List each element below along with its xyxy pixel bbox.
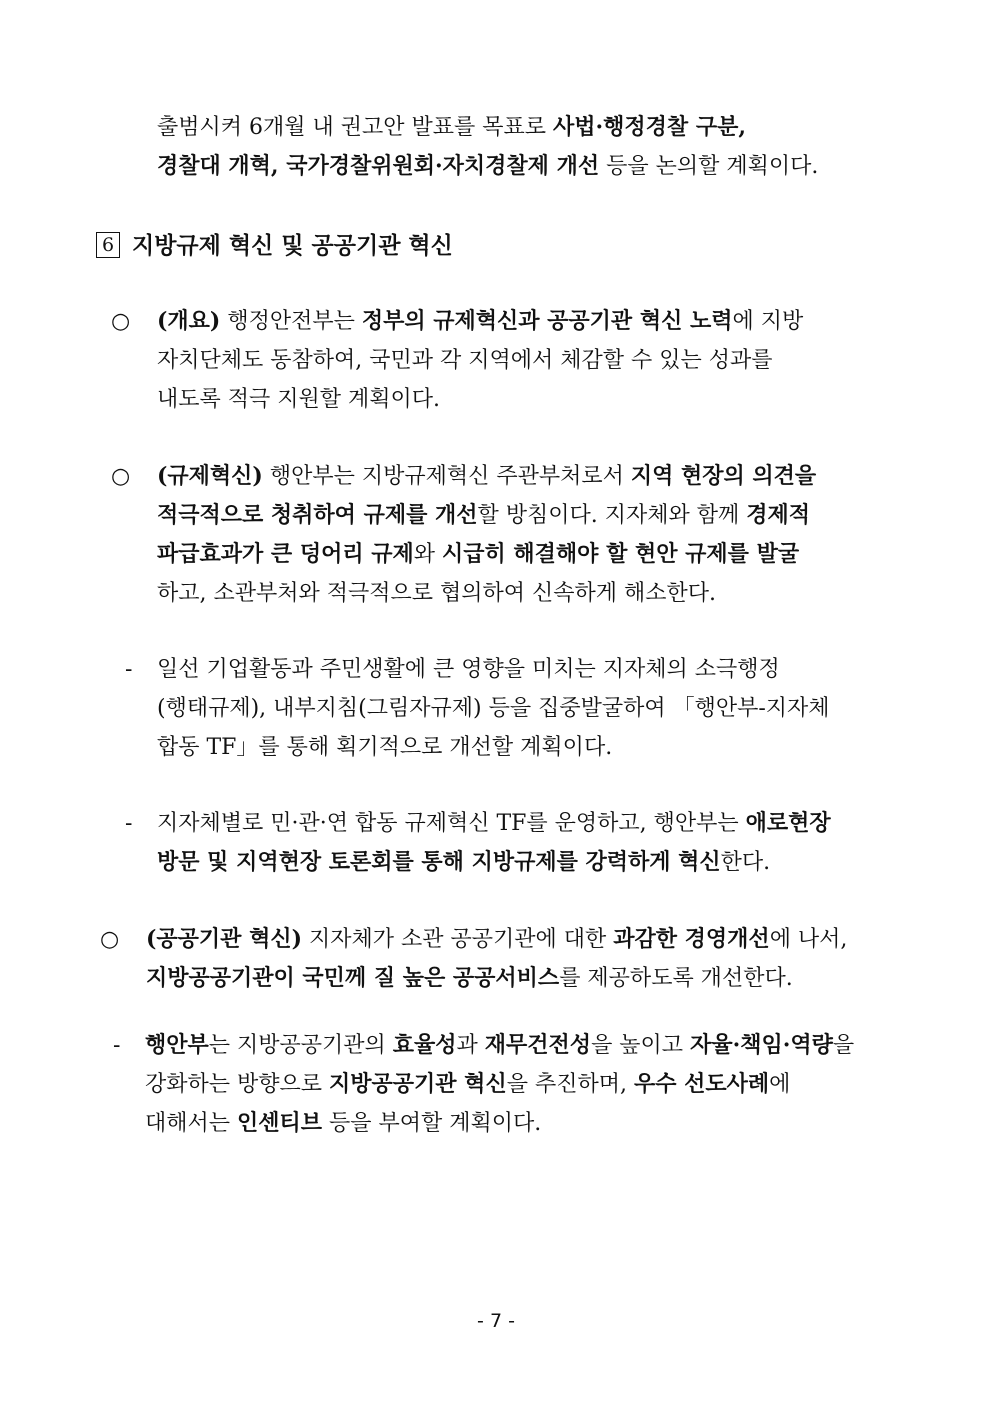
text-line bbox=[100, 959, 847, 998]
text-segment: 에 지방 bbox=[732, 309, 804, 334]
bold-text: 지역 현장의 의견을 bbox=[630, 463, 817, 489]
bold-text: 정부의 규제혁신과 공공기관 혁신 노력 bbox=[361, 308, 733, 334]
bold-text: (개요) bbox=[157, 308, 221, 334]
text-segment: (행태규제), 내부지침(그림자규제) 등을 집중발굴하여 「행안부-지자체 bbox=[157, 696, 830, 721]
bold-text: 적극적으로 청취하여 규제를 개선 bbox=[157, 502, 478, 528]
text-segment: 을 bbox=[832, 1033, 855, 1058]
text-segment: 자치단체도 동참하여, 국민과 각 지역에서 체감할 수 있는 성과를 bbox=[157, 348, 773, 373]
text-segment: 를 제공하도록 개선한다. bbox=[559, 966, 793, 991]
bullet-marker: ○ bbox=[111, 309, 131, 334]
subitem-passive-admin bbox=[125, 650, 830, 767]
dash-marker: - bbox=[113, 1033, 121, 1058]
text-segment: 출범시켜 6개월 내 권고안 발표를 목표로 bbox=[157, 115, 553, 140]
text-segment: 한다. bbox=[720, 850, 771, 875]
text-segment: 지자체가 소관 공공기관에 대한 bbox=[302, 927, 614, 952]
text-segment: 에 bbox=[769, 1072, 791, 1097]
bullet-public-institutions bbox=[100, 920, 847, 998]
bold-text: 지방공공기관이 국민께 질 높은 공공서비스 bbox=[146, 965, 560, 991]
bold-text: 우수 선도사례 bbox=[633, 1071, 770, 1097]
text-line bbox=[111, 341, 803, 380]
text-segment: 등을 부여할 계획이다. bbox=[322, 1111, 542, 1136]
text-segment: 는 지방공공기관의 bbox=[208, 1033, 393, 1058]
text-segment: 을 높이고 bbox=[591, 1033, 691, 1058]
text-line bbox=[125, 843, 831, 882]
text-line bbox=[100, 920, 847, 959]
bold-text: 재무건전성 bbox=[484, 1032, 592, 1058]
text-segment: 행안부는 지방규제혁신 주관부처로서 bbox=[262, 464, 631, 489]
text-line bbox=[157, 108, 818, 147]
section-number-box: 6 bbox=[96, 232, 120, 258]
bullet-overview bbox=[111, 302, 803, 419]
subitem-joint-tf bbox=[125, 804, 831, 882]
dash-marker: - bbox=[125, 811, 133, 836]
text-line bbox=[125, 728, 830, 767]
bold-text: 애로현장 bbox=[745, 810, 831, 836]
bold-text: (공공기관 혁신) bbox=[146, 926, 302, 952]
bold-text: 과감한 경영개선 bbox=[613, 926, 770, 952]
dash-marker: - bbox=[125, 657, 133, 682]
text-segment: 을 추진하며, bbox=[506, 1072, 634, 1097]
bold-text: 경찰대 개혁, 국가경찰위원회·자치경찰제 개선 bbox=[157, 153, 600, 179]
text-segment: 내도록 적극 지원할 계획이다. bbox=[157, 387, 440, 412]
bold-text: 인센티브 bbox=[237, 1110, 323, 1136]
text-segment: 과 bbox=[456, 1033, 485, 1058]
text-line bbox=[125, 650, 830, 689]
bold-text: 시급히 해결해야 할 현안 규제를 발굴 bbox=[442, 541, 800, 567]
text-segment: 할 방침이다. 지자체와 함께 bbox=[477, 503, 747, 528]
text-line bbox=[111, 535, 816, 574]
text-line bbox=[113, 1104, 854, 1143]
text-segment: 에 나서, bbox=[769, 927, 848, 952]
text-segment: 행정안전부는 bbox=[220, 309, 362, 334]
bold-text: 지방공공기관 혁신 bbox=[329, 1071, 507, 1097]
text-segment: 하고, 소관부처와 적극적으로 협의하여 신속하게 해소한다. bbox=[157, 581, 717, 606]
bold-text: 행안부 bbox=[145, 1032, 209, 1058]
text-line bbox=[157, 147, 818, 186]
text-segment: 지자체별로 민·관·연 합동 규제혁신 TF를 운영하고, 행안부는 bbox=[157, 811, 746, 836]
bold-text: 사법·행정경찰 구분, bbox=[553, 114, 746, 140]
bold-text: 경제적 bbox=[746, 502, 811, 528]
bold-text: 자율·책임·역량 bbox=[690, 1032, 833, 1058]
text-segment: 합동 TF」를 통해 획기적으로 개선할 계획이다. bbox=[157, 735, 613, 760]
text-line bbox=[111, 380, 803, 419]
text-segment: 등을 논의할 계획이다. bbox=[599, 154, 819, 179]
intro-paragraph bbox=[157, 108, 818, 186]
text-segment: 대해서는 bbox=[145, 1111, 238, 1136]
text-line bbox=[111, 302, 803, 341]
page-number: - 7 - bbox=[477, 1310, 515, 1332]
text-line bbox=[111, 574, 816, 613]
text-segment: 일선 기업활동과 주민생활에 큰 영향을 미치는 지자체의 소극행정 bbox=[157, 657, 780, 682]
section-heading bbox=[96, 228, 453, 264]
bullet-marker: ○ bbox=[100, 927, 120, 952]
text-segment: 강화하는 방향으로 bbox=[145, 1072, 330, 1097]
bold-text: 효율성 bbox=[392, 1032, 457, 1058]
bold-text: 파급효과가 큰 덩어리 규제 bbox=[157, 541, 414, 567]
subitem-public-innovation bbox=[113, 1026, 854, 1143]
bullet-marker: ○ bbox=[111, 464, 131, 489]
text-line bbox=[125, 689, 830, 728]
bold-text: 방문 및 지역현장 토론회를 통해 지방규제를 강력하게 혁신 bbox=[157, 849, 721, 875]
text-line bbox=[113, 1026, 854, 1065]
bold-text: (규제혁신) bbox=[157, 463, 263, 489]
text-segment: 와 bbox=[413, 542, 443, 567]
text-line bbox=[111, 457, 816, 496]
text-line bbox=[111, 496, 816, 535]
bullet-regulation bbox=[111, 457, 816, 613]
text-line bbox=[113, 1065, 854, 1104]
section-title: 지방규제 혁신 및 공공기관 혁신 bbox=[132, 232, 453, 259]
text-line bbox=[125, 804, 831, 843]
